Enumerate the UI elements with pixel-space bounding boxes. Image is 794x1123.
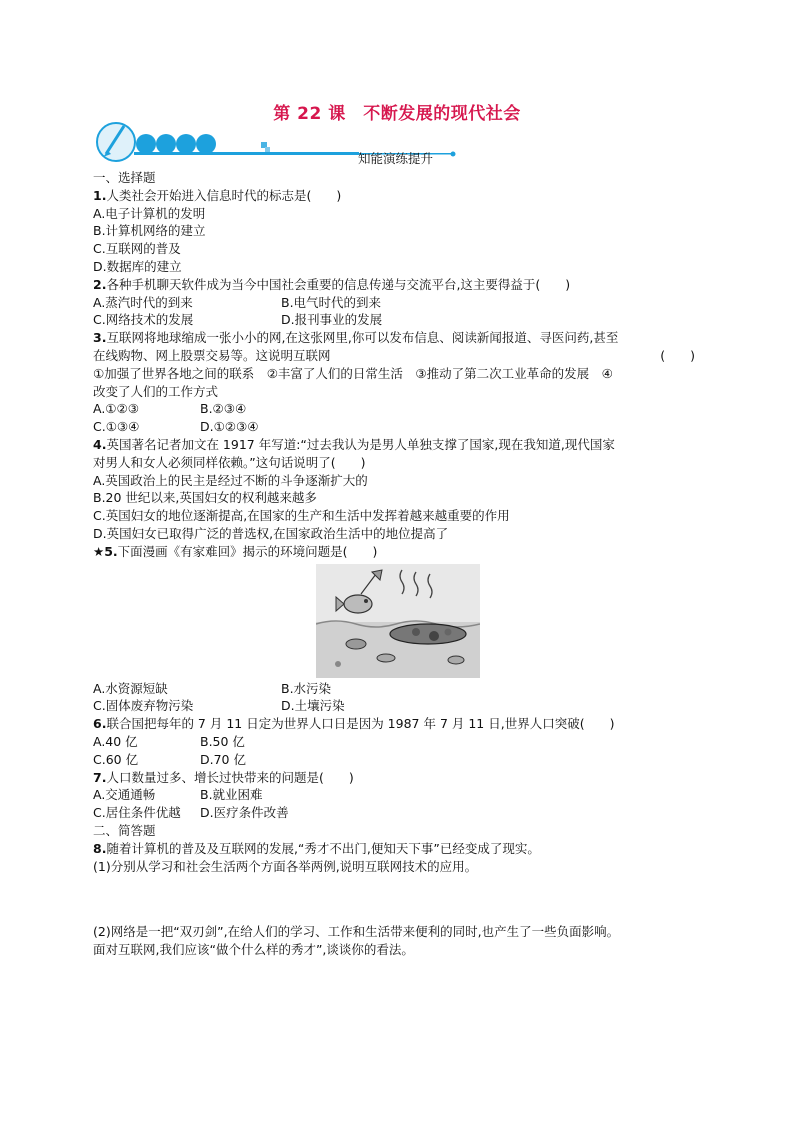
option-row: C.网络技术的发展 D.报刊事业的发展 bbox=[93, 312, 383, 328]
question-8: 8.随着计算机的普及及互联网的发展,“秀才不出门,便知天下事”已经变成了现实。 bbox=[93, 840, 540, 856]
sub-question-1: (1)分别从学习和社会生活两个方面各举两例,说明互联网技术的应用。 bbox=[93, 858, 478, 874]
question-7: 7.人口数量过多、增长过快带来的问题是( ) bbox=[93, 769, 354, 785]
question-1: 1.人类社会开始进入信息时代的标志是( ) bbox=[93, 187, 342, 203]
option-row: C.60 亿 D.70 亿 bbox=[93, 751, 246, 767]
option-row: A.水资源短缺 B.水污染 bbox=[93, 680, 332, 696]
question-5: ★5.下面漫画《有家难回》揭示的环境问题是( ) bbox=[93, 543, 378, 559]
option: D.英国妇女已取得广泛的普选权,在国家政治生活中的地位提高了 bbox=[93, 525, 449, 541]
question-4: 4.英国著名记者加文在 1917 年写道:“过去我认为是男人单独支撑了国家,现在我知道,现代国家 bbox=[93, 436, 615, 452]
section-tag: 知能演练提升 bbox=[358, 151, 434, 166]
option-row: A.40 亿 B.50 亿 bbox=[93, 733, 245, 749]
question-6: 6.联合国把每年的 7 月 11 日定为世界人口日是因为 1987 年 7 月 11 日,世界人口突破( ) bbox=[93, 716, 615, 732]
sub-question-2: (2)网络是一把“双刃剑”,在给人们的学习、工作和生活带来便利的同时,也产生了一些负面影响。 bbox=[93, 924, 620, 940]
option: A.英国政治上的民主是经过不断的斗争逐渐扩大的 bbox=[93, 472, 368, 488]
option-row: A.①②③ B.②③④ bbox=[93, 401, 247, 417]
part-heading: 一、选择题 bbox=[93, 170, 156, 185]
option-row: C.①③④ D.①②③④ bbox=[93, 419, 259, 435]
part-heading: 二、简答题 bbox=[93, 822, 156, 838]
answer-space[interactable] bbox=[93, 875, 703, 923]
option: B.计算机网络的建立 bbox=[93, 223, 206, 239]
option: B.20 世纪以来,英国妇女的权利越来越多 bbox=[93, 490, 317, 506]
option-row: A.蒸汽时代的到来 B.电气时代的到来 bbox=[93, 294, 382, 310]
cartoon-polluted-water bbox=[316, 564, 480, 678]
question-2: 2.各种手机聊天软件成为当今中国社会重要的信息传递与交流平台,这主要得益于( ) bbox=[93, 276, 571, 292]
option-row: C.固体废弃物污染 D.土壤污染 bbox=[93, 698, 345, 714]
option-row: A.交通通畅 B.就业困难 bbox=[93, 787, 263, 803]
question-list: 一、选择题 1.人类社会开始进入信息时代的标志是( ) A.电子计算机的发明 B.计算机网络的建立 C.互联网的普及 D.数据库的建立 2.各种手机聊天软件成为当今中国社会重要的信息传递与交流平台,这主要得益于( ) A.蒸汽时代的到来 B.电气时代的到来 C.网络技术的发展 D.报刊事业的发展 3.互联网将地球缩成一张小小的网,在这张网里,你可以发布信息、阅读新闻报道、寻医问药,甚至 在线购物、网上股票交易等。这说明互联网 ( ) ①加强了世界各地之间的联系 ②丰富了人们的日常生活 ③推动了第二次工业革命的发展 ④ 改变了人们的工作方式 A.①②③ B.②③④ C.①③④ D.①②③④ 4.英国著名记者加文在 1917 年写道:“过去我认为是男人单独支撑了国家,现在我知道,现代国家 对男人和女人必须同样依赖。”这句话说明了( ) A.英国政治上的民主是经过不断的斗争逐渐扩大的 B.20 世纪以来,英国妇女的权利越来越多 C.英国妇女的地位逐渐提高,在国家的生产和生活中发挥着越来越重要的作用 D.英国妇女已取得广泛的普选权,在国家政治生活中的地位提高了 ★5.下面漫画《有家难回》揭示的环境问题是( ) A.水资源短缺 B.水污染 C.固体废弃物污染 D.土壤污染 6.联合国把每年的 7 月 11 日定为世界人口日是因为 1987 年 7 月 11 日,世界人口突破( ) A.40 亿 B.50 亿 C.60 亿 D.70 亿 7.人口数量过多、增长过快带来的问题是( ) A.交通通畅 B.就业困难 C.居住条件优越 D.医疗条件改善 二、简答题 8.随着计算机的普及及互联网的发展,“秀才不出门,便知天下事”已经变成了现实。 (1)分别从学习和社会生活两个方面各举两例,说明互联网技术的应用。 (2)网络是一把“双刃剑”,在给人们的学习、工作和生活带来便利的同时,也产生了一些负面影响。 面对互联网,我们应该“做个什么样的秀才”,谈谈你的看法。 bbox=[93, 169, 703, 959]
option: C.互联网的普及 bbox=[93, 241, 181, 257]
option: D.数据库的建立 bbox=[93, 258, 182, 274]
option-row: C.居住条件优越 D.医疗条件改善 bbox=[93, 805, 289, 821]
question-3: 3.互联网将地球缩成一张小小的网,在这张网里,你可以发布信息、阅读新闻报道、寻医问药,甚至 bbox=[93, 330, 619, 346]
option: C.英国妇女的地位逐渐提高,在国家的生产和生活中发挥着越来越重要的作用 bbox=[93, 508, 510, 524]
option: A.电子计算机的发明 bbox=[93, 205, 206, 221]
page-title: 第 22 课 不断发展的现代社会 bbox=[273, 104, 521, 124]
